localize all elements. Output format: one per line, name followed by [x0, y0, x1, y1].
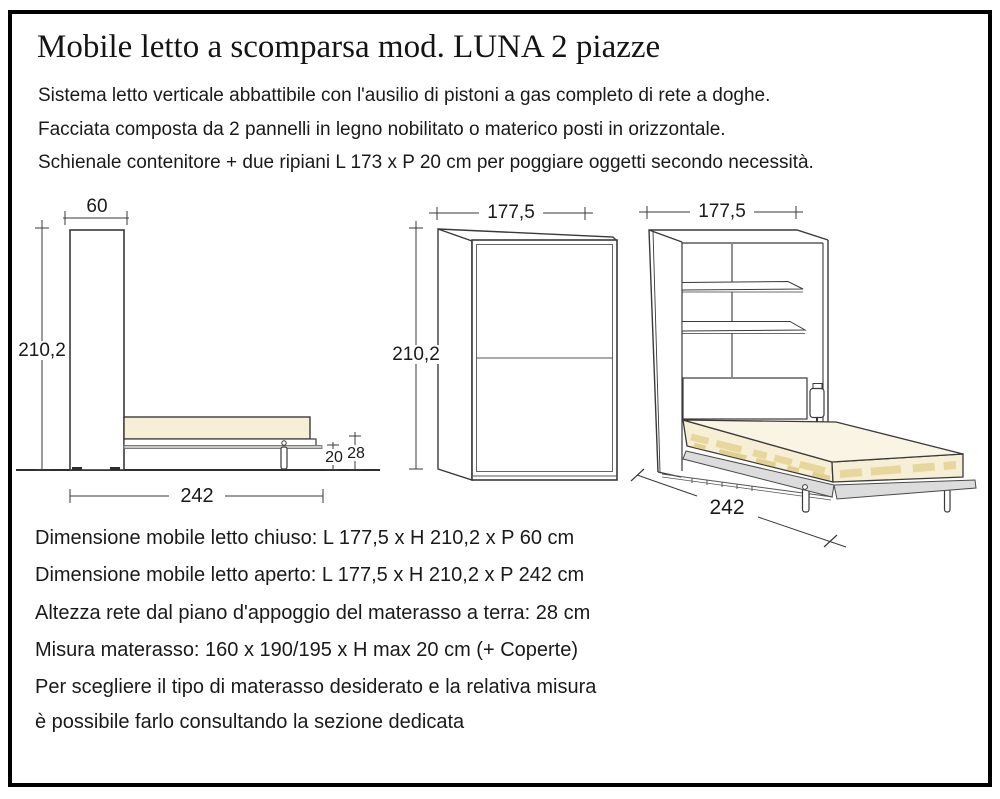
- bed-leg-side: [281, 447, 287, 469]
- intro-line: Facciata composta da 2 pannelli in legno nobilitato o materico posti in orizzontale.: [38, 118, 726, 140]
- dimension-label-width: 177,5: [487, 202, 535, 223]
- mattress-side: [124, 417, 310, 439]
- dimension-label-242: 242: [180, 485, 214, 507]
- leg-hinge: [803, 485, 808, 490]
- dimension-label-depth: 242: [709, 496, 745, 519]
- diagram-side-view-open: [15, 196, 380, 507]
- leg-hinge: [282, 441, 286, 445]
- dimension-label-height: 210,2: [18, 340, 66, 361]
- shelf-lower: [682, 322, 805, 332]
- dimension-label-28: 28: [347, 445, 365, 462]
- intro-line: Sistema letto verticale abbattibile con l'ausilio di pistoni a gas completo di rete a doghe.: [38, 85, 771, 106]
- page-title: Mobile letto a scomparsa mod. LUNA 2 piazze: [37, 29, 661, 65]
- gas-piston: [810, 384, 824, 425]
- dimension-label-height: 210,2: [392, 344, 440, 365]
- dimensions-text-block: [35, 520, 590, 669]
- note-line: è possibile farlo consultando la sezione dedicata: [35, 711, 465, 733]
- spec-line-rete: Altezza rete dal piano d'appoggio del materasso a terra: 28 cm: [35, 601, 591, 624]
- spec-line-closed: Dimensione mobile letto chiuso: L 177,5 x H 210,2 x P 60 cm: [35, 527, 575, 549]
- cabinet-left-panel: [438, 229, 472, 480]
- bed-leg-front: [803, 488, 810, 512]
- spec-line-mattress: Misura materasso: 160 x 190/195 x H max 20 cm (+ Coperte): [35, 638, 579, 661]
- headboard-panel: [683, 378, 807, 419]
- diagram-front-view-closed: [389, 202, 617, 480]
- shelf-upper: [682, 282, 803, 291]
- bed-rail-side: [124, 446, 322, 449]
- bed-leg-right: [945, 489, 951, 512]
- diagram-open-perspective: [631, 201, 976, 547]
- cabinet-front-face: [472, 240, 617, 480]
- intro-line: Schienale contenitore + due ripiani L 173 x P 20 cm per poggiare oggetti secondo necessità.: [38, 152, 814, 173]
- bed-platform-side: [124, 439, 316, 446]
- cabinet-foot: [72, 467, 82, 470]
- spec-line-open: Dimensione mobile letto aperto: L 177,5 x H 210,2 x P 242 cm: [35, 564, 585, 587]
- cabinet-side: [70, 230, 124, 470]
- dimension-label-20: 20: [325, 449, 343, 466]
- dimension-label-60: 60: [86, 196, 108, 217]
- cabinet-foot: [110, 467, 120, 470]
- note-line: Per scegliere il tipo di materasso desiderato e la relativa misura: [35, 676, 597, 698]
- dimension-label-width: 177,5: [698, 201, 746, 222]
- platform-foot-face: [834, 480, 976, 499]
- mattress-note-block: [35, 670, 596, 740]
